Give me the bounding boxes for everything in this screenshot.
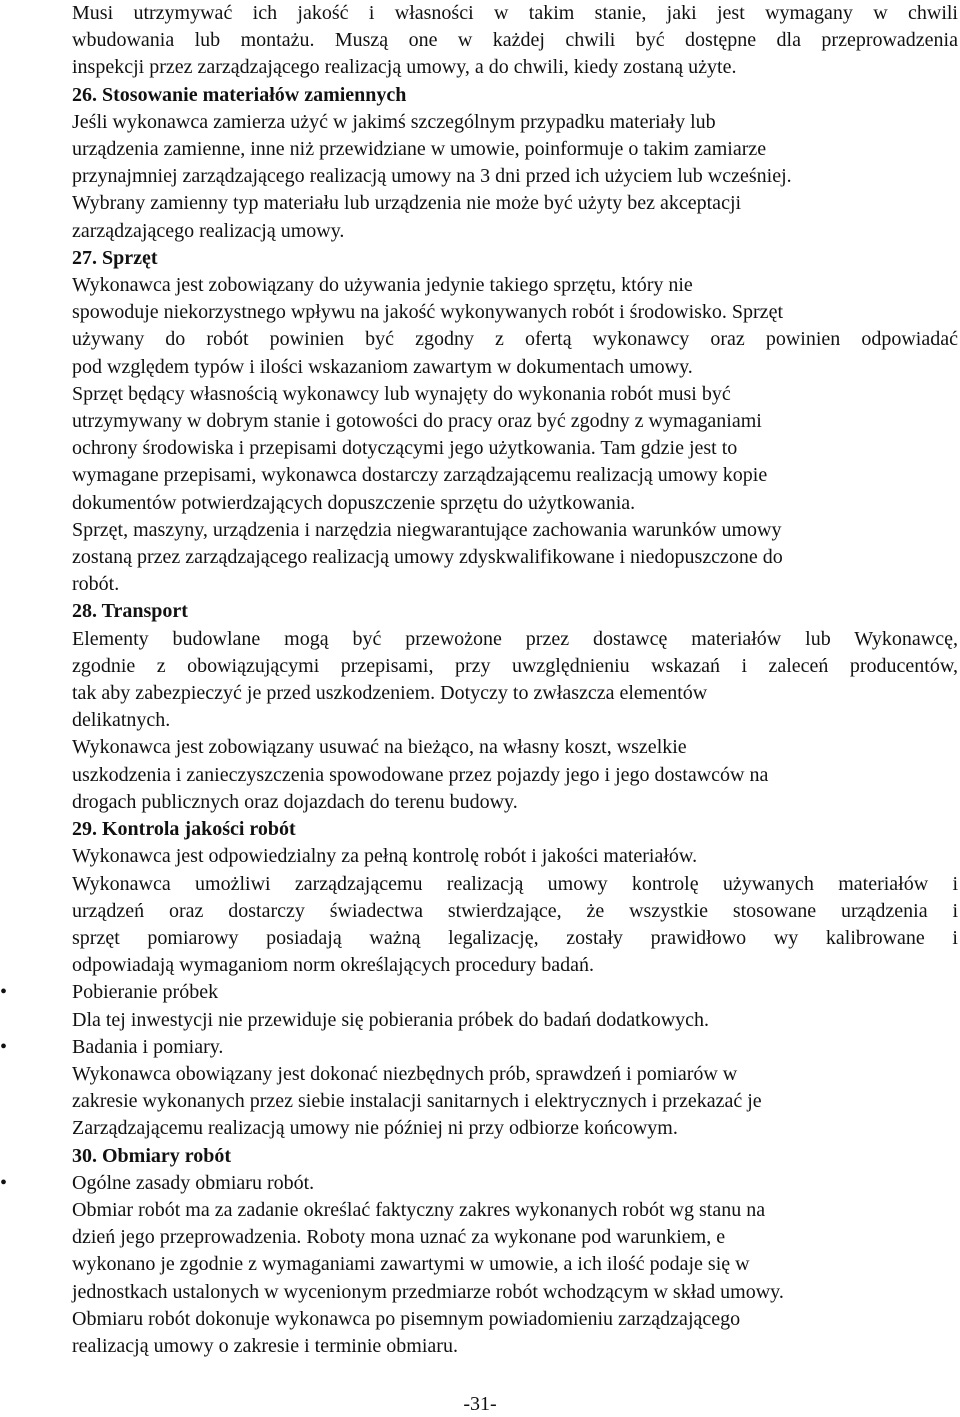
text-line: Wykonawca umożliwi zarządzającemu realizacją umowy kontrolę używanych materiałów i [72,872,958,895]
page-number: -31- [463,1393,497,1415]
text-line: zgodnie z obowiązującymi przepisami, przy uwzględnieniu wskazań i zaleceń producentów, [72,654,958,677]
text-line: Dla tej inwestycji nie przewiduje się pobierania próbek do badań dodatkowych. [72,1008,710,1031]
section-heading-26: 26. Stosowanie materiałów zamiennych [72,83,407,106]
text-line: Jeśli wykonawca zamierza użyć w jakimś szczególnym przypadku materiały lub [72,110,716,133]
text-line: urządzenia zamienne, inne niż przewidziane w umowie, poinformuje o takim zamiarze [72,138,767,161]
bullet-item [0,979,958,1006]
text-line: używany do robót powinien być zgodny z ofertą wykonawcy oraz powinien odpowiadać [72,328,958,351]
text-line: Wykonawca obowiązany jest dokonać niezbędnych prób, sprawdzeń i pomiarów w [72,1062,738,1085]
bullet-glyph: • [0,1171,8,1194]
text-line: Wybrany zamienny typ materiału lub urządzenia nie może być użyty bez akceptacji [72,192,742,215]
section-heading-28: 28. Transport [72,600,188,623]
text-line: przynajmniej zarządzającego realizacją umowy na 3 dni przed ich użyciem lub wcześniej. [72,165,792,188]
text-line: Wykonawca jest zobowiązany do używania jedynie takiego sprzętu, który nie [72,274,693,297]
section-heading-27: 27. Sprzęt [72,246,158,269]
text-line: odpowiadają wymaganiom norm określających procedury badań. [72,954,595,977]
text-line: delikatnych. [72,709,171,732]
text-line: robót. [72,573,120,596]
text-line: Zarządzającemu realizacją umowy nie później ni przy odbiorze końcowym. [72,1117,678,1140]
text-line: wykonano je zgodnie z wymaganiami zawartymi w umowie, a ich ilość podaje się w [72,1253,750,1276]
bullet-label: Ogólne zasady obmiaru robót. [72,1171,315,1194]
section-heading-30: 30. Obmiary robót [72,1144,232,1167]
text-line: Elementy budowlane mogą być przewożone przez dostawcę materiałów lub Wykonawcę, [72,627,958,650]
text-line: dzień jego przeprowadzenia. Roboty mona uznać za wykonane pod warunkiem, e [72,1226,726,1249]
text-line: Musi utrzymywać ich jakość i własności w takim stanie, jaki jest wymagany w chwili [72,2,958,24]
text-line: inspekcji przez zarządzającego realizacją umowy, a do chwili, kiedy zostaną użyte. [72,56,737,79]
text-line: zostaną przez zarządzającego realizacją umowy zdyskwalifikowane i niedopuszczone do [72,546,783,569]
text-line: zarządzającego realizacją umowy. [72,219,345,242]
text-line: Sprzęt będący własnością wykonawcy lub wynajęty do wykonania robót musi być [72,382,731,405]
text-line: urządzeń oraz dostarczy świadectwa stwierdzające, że wszystkie stosowane urządzenia i [72,899,958,922]
text-line: utrzymywany w dobrym stanie i gotowości do pracy oraz być zgodny z wymaganiami [72,410,762,433]
text-line: Sprzęt, maszyny, urządzenia i narzędzia niegwarantujące zachowania warunków umowy [72,518,782,541]
bullet-item [0,1034,958,1061]
text-line: realizacją umowy o zakresie i terminie obmiaru. [72,1334,458,1357]
text-line: ochrony środowiska i przepisami dotyczącymi jego użytkowania. Tam gdzie jest to [72,437,738,460]
text-line: tak aby zabezpieczyć je przed uszkodzeniem. Dotyczy to zwłaszcza elementów [72,682,708,705]
bullet-label: Pobieranie próbek [72,981,219,1004]
text-line: Obmiar robót ma za zadanie określać faktyczny zakres wykonanych robót wg stanu na [72,1198,766,1221]
text-line: dokumentów potwierdzających dopuszczenie sprzętu do użytkowania. [72,491,636,514]
text-line: sprzęt pomiarowy posiadają ważną legalizację, zostały prawidłowo wy kalibrowane i [72,926,958,949]
text-line: drogach publicznych oraz dojazdach do terenu budowy. [72,790,518,813]
bullet-glyph: • [0,1035,8,1058]
text-line: wymagane przepisami, wykonawca dostarczy zarządzającemu realizacją umowy kopie [72,464,768,487]
bullet-glyph: • [0,981,8,1004]
bullet-item [0,1170,958,1197]
text-line: spowoduje niekorzystnego wpływu na jakość wykonywanych robót i środowisko. Sprzęt [72,301,783,324]
text-line: Obmiaru robót dokonuje wykonawca po pisemnym powiadomieniu zarządzającego [72,1307,741,1330]
text-line: Wykonawca jest odpowiedzialny za pełną kontrolę robót i jakości materiałów. [72,845,698,868]
text-line: jednostkach ustalonych w wycenionym przedmiarze robót wchodzącym w skład umowy. [72,1280,784,1303]
text-line: zakresie wykonanych przez siebie instalacji sanitarnych i elektrycznych i przekazać je [72,1090,762,1113]
bullet-label: Badania i pomiary. [72,1035,224,1058]
section-heading-29: 29. Kontrola jakości robót [72,818,296,841]
text-line: wbudowania lub montażu. Muszą one w każdej chwili być dostępne dla przeprowadzenia [72,29,958,52]
text-line: pod względem typów i ilości wskazaniom zawartym w dokumentach umowy. [72,355,693,378]
text-line: uszkodzenia i zanieczyszczenia spowodowane przez pojazdy jego i jego dostawców na [72,763,769,786]
text-line: Wykonawca jest zobowiązany usuwać na bieżąco, na własny koszt, wszelkie [72,736,687,759]
